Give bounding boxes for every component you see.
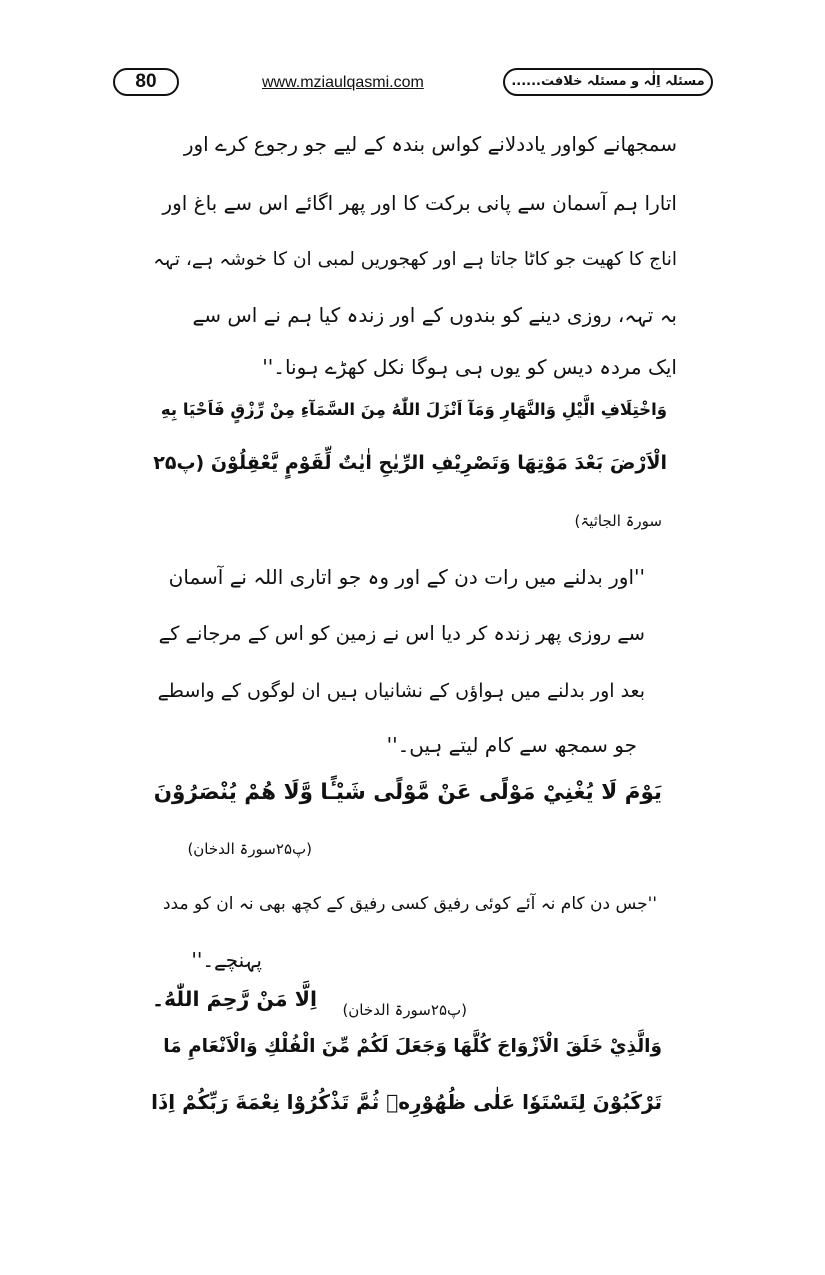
text-line-4: بہ تہہ، روزی دینے کو بندوں کے اور زندہ کیا ہم نے اس سے xyxy=(192,303,677,327)
text-line-8: بعد اور بدلنے میں ہواؤں کے نشانیاں ہیں ان لوگوں کے واسطے xyxy=(157,680,645,702)
text-line-11: پہنچے۔'' xyxy=(191,948,262,972)
arabic-verse-line-6: تَرْكَبُوْنَ لِتَسْتَوٗا عَلٰى ظُهُوْرِهٖ ثُمَّ تَذْكُرُوْا نِعْمَةَ رَبِّكُمْ اِذَا xyxy=(151,1090,662,1114)
arabic-verse-line-3: يَوْمَ لَا يُغْنِيْ مَوْلًى عَنْ مَّوْلًى شَيْـًٔا وَّلَا هُمْ يُنْصَرُوْنَ xyxy=(153,780,662,805)
surah-reference: (پ۲۵سورۃ الدخان) xyxy=(187,840,312,858)
arabic-verse-line-1: وَاخْتِلَافِ الَّيْلِ وَالنَّهَارِ وَمَآ اَنْزَلَ اللّٰهُ مِنَ السَّمَآءِ مِنْ رِّزْقٍ فَاَحْيَا بِهِ xyxy=(160,400,667,419)
surah-reference: سورۃ الجاثیۃ) xyxy=(574,512,662,530)
text-line-2: اتارا ہم آسمان سے پانی برکت کا اور پھر اگائے اس سے باغ اور xyxy=(162,191,677,215)
text-line-6: ''اور بدلنے میں رات دن کے اور وہ جو اتاری اللہ نے آسمان xyxy=(168,565,645,589)
surah-reference: (پ۲۵سورۃ الدخان) xyxy=(342,1001,467,1019)
book-title-badge: مسئلہ اِلٰہ و مسئلہ خلافت...... xyxy=(503,68,713,96)
arabic-verse-line-5: وَالَّذِيْ خَلَقَ الْاَزْوَاجَ كُلَّهَا وَجَعَلَ لَكُمْ مِّنَ الْفُلْكِ وَالْاَنْعَامِ مَا xyxy=(163,1036,662,1057)
text-line-9: جو سمجھ سے کام لیتے ہیں۔'' xyxy=(386,733,637,757)
arabic-verse-line-4: اِلَّا مَنْ رَّحِمَ اللّٰهُ۔ xyxy=(151,987,317,1011)
page-number-badge: 80 xyxy=(113,68,179,96)
page-header xyxy=(0,66,825,98)
arabic-verse-line-2: الْاَرْضَ بَعْدَ مَوْتِهَا وَتَصْرِيْفِ الرِّيٰحِ اٰيٰتٌ لِّقَوْمٍ يَّعْقِلُوْنَ (پ۲۵ xyxy=(153,452,667,474)
text-line-10: ''جس دن کام نہ آئے کوئی رفیق کسی رفیق کے کچھ بھی نہ ان کو مدد xyxy=(162,894,657,914)
text-line-1: سمجھانے کواور یاددلانے کواس بندہ کے لیے جو رجوع کرے اور xyxy=(183,132,677,156)
text-line-3: اناج کا کھیت جو کاٹا جاتا ہے اور کھجوریں لمبی ان کا خوشہ ہے، تہہ xyxy=(153,249,677,270)
text-line-5: ایک مردہ دیس کو یوں ہی ہوگا نکل کھڑے ہونا۔'' xyxy=(262,355,677,379)
text-line-7: سے روزی پھر زندہ کر دیا اس نے زمین کو اس کے مرجانے کے xyxy=(158,622,645,645)
website-link[interactable]: www.mziaulqasmi.com xyxy=(262,74,424,91)
